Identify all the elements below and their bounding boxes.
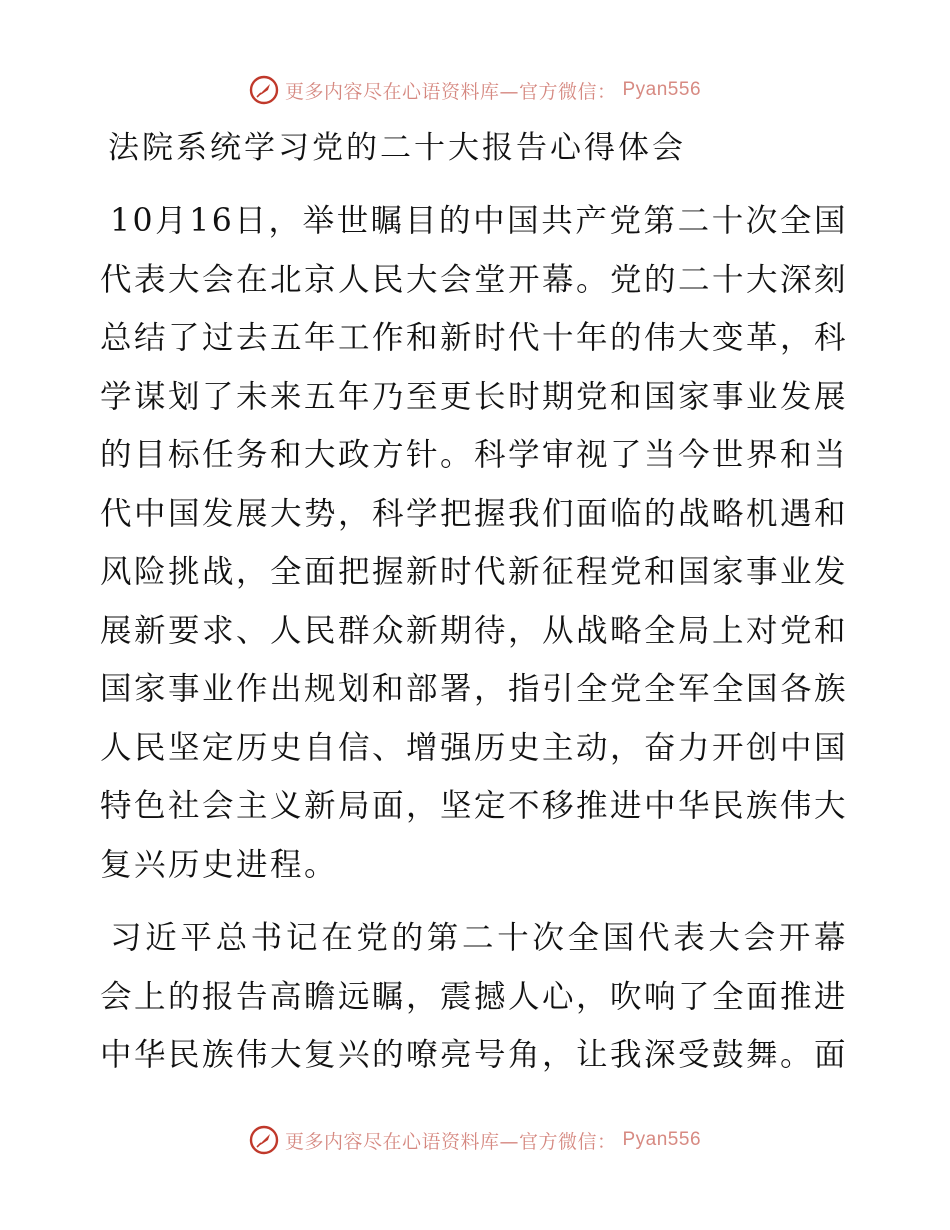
quill-logo-icon <box>249 75 279 105</box>
header-watermark <box>0 70 950 110</box>
quill-logo-icon <box>249 1125 279 1155</box>
watermark-wechat-id: Pyan556 <box>622 1129 702 1150</box>
watermark-text: 更多内容尽在心语资料库—官方微信： <box>284 80 617 103</box>
watermark-wechat-id: Pyan556 <box>622 79 702 100</box>
footer-watermark <box>0 1120 950 1160</box>
watermark-text: 更多内容尽在心语资料库—官方微信： <box>284 1130 617 1153</box>
body-paragraph: 10月16日，举世瞩目的中国共产党第二十次全国代表大会在北京人民大会堂开幕。党的二十大深刻总结了过去五年工作和新时代十年的伟大变革，科学谋划了未来五年乃至更长时期党和国家事业发展的目标任务和大政方针。科学审视了当今世界和当代中国发展大势，科学把握我们面临的战略机遇和风险挑战，全面把握新时代新征程党和国家事业发展新要求、人民群众新期待，从战略全局上对党和国家事业作出规划和部署，指引全党全军全国各族人民坚定历史自信、增强历史主动，奋力开创中国特色社会主义新局面，坚定不移推进中华民族伟大复兴历史进程。 <box>100 203 849 883</box>
document-title: 法院系统学习党的二十大报告心得体会 <box>108 130 686 166</box>
body-paragraph: 习近平总书记在党的第二十次全国代表大会开幕会上的报告高瞻远瞩，震撼人心，吹响了全面推进中华民族伟大复兴的嘹亮号角，让我深受鼓舞。面 <box>100 920 849 1073</box>
